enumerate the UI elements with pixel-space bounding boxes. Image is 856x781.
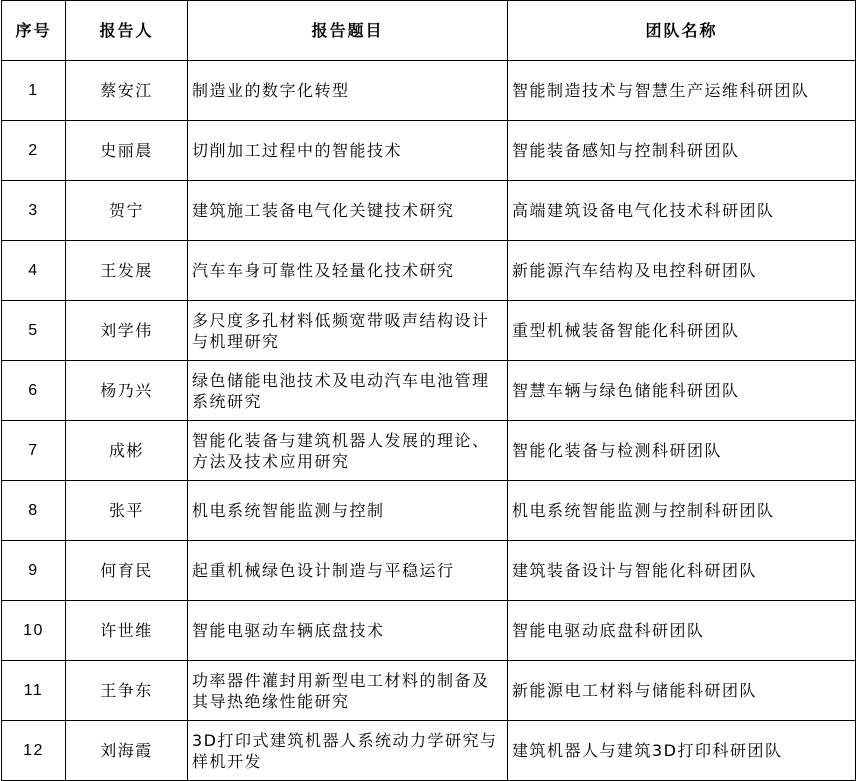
cell-team: 建筑机器人与建筑3D打印科研团队 [508,721,856,781]
cell-title: 智能电驱动车辆底盘技术 [188,601,508,661]
cell-team: 新能源电工材料与储能科研团队 [508,661,856,721]
table-row [2,421,856,481]
header-row [2,1,856,61]
cell-team: 智能电驱动底盘科研团队 [508,601,856,661]
cell-title: 机电系统智能监测与控制 [188,481,508,541]
cell-reporter: 王发展 [66,241,188,301]
table-row [2,241,856,301]
table-row [2,361,856,421]
cell-reporter: 王争东 [66,661,188,721]
cell-reporter: 张平 [66,481,188,541]
header-no: 序号 [2,1,66,61]
cell-no: 10 [2,601,66,661]
cell-title: 绿色储能电池技术及电动汽车电池管理系统研究 [188,361,508,421]
cell-team: 智慧车辆与绿色储能科研团队 [508,361,856,421]
cell-reporter: 史丽晨 [66,121,188,181]
cell-title: 汽车车身可靠性及轻量化技术研究 [188,241,508,301]
cell-no: 2 [2,121,66,181]
cell-title: 起重机械绿色设计制造与平稳运行 [188,541,508,601]
table-row [2,481,856,541]
header-reporter: 报告人 [66,1,188,61]
cell-team: 智能装备感知与控制科研团队 [508,121,856,181]
cell-team: 智能制造技术与智慧生产运维科研团队 [508,61,856,121]
cell-title: 3D打印式建筑机器人系统动力学研究与样机开发 [188,721,508,781]
table-header [2,1,856,61]
cell-no: 3 [2,181,66,241]
cell-no: 6 [2,361,66,421]
cell-reporter: 何育民 [66,541,188,601]
cell-title: 多尺度多孔材料低频宽带吸声结构设计与机理研究 [188,301,508,361]
table-row [2,541,856,601]
cell-no: 1 [2,61,66,121]
table-row [2,61,856,121]
cell-team: 智能化装备与检测科研团队 [508,421,856,481]
cell-reporter: 杨乃兴 [66,361,188,421]
cell-no: 8 [2,481,66,541]
cell-no: 12 [2,721,66,781]
cell-reporter: 刘学伟 [66,301,188,361]
cell-title: 建筑施工装备电气化关键技术研究 [188,181,508,241]
cell-title: 功率器件灌封用新型电工材料的制备及其导热绝缘性能研究 [188,661,508,721]
table-row [2,661,856,721]
cell-reporter: 蔡安江 [66,61,188,121]
table-body [2,61,856,781]
cell-no: 4 [2,241,66,301]
cell-title: 制造业的数字化转型 [188,61,508,121]
cell-title: 智能化装备与建筑机器人发展的理论、方法及技术应用研究 [188,421,508,481]
cell-no: 7 [2,421,66,481]
header-team: 团队名称 [508,1,856,61]
cell-no: 5 [2,301,66,361]
cell-reporter: 刘海霞 [66,721,188,781]
report-schedule-table [1,0,856,781]
cell-reporter: 许世维 [66,601,188,661]
table-row [2,601,856,661]
header-title: 报告题目 [188,1,508,61]
cell-team: 重型机械装备智能化科研团队 [508,301,856,361]
cell-reporter: 成彬 [66,421,188,481]
cell-no: 11 [2,661,66,721]
cell-no: 9 [2,541,66,601]
table-row [2,721,856,781]
cell-team: 高端建筑设备电气化技术科研团队 [508,181,856,241]
cell-team: 建筑装备设计与智能化科研团队 [508,541,856,601]
table-row [2,121,856,181]
cell-title: 切削加工过程中的智能技术 [188,121,508,181]
table-row [2,181,856,241]
cell-team: 新能源汽车结构及电控科研团队 [508,241,856,301]
cell-reporter: 贺宁 [66,181,188,241]
cell-team: 机电系统智能监测与控制科研团队 [508,481,856,541]
table-row [2,301,856,361]
